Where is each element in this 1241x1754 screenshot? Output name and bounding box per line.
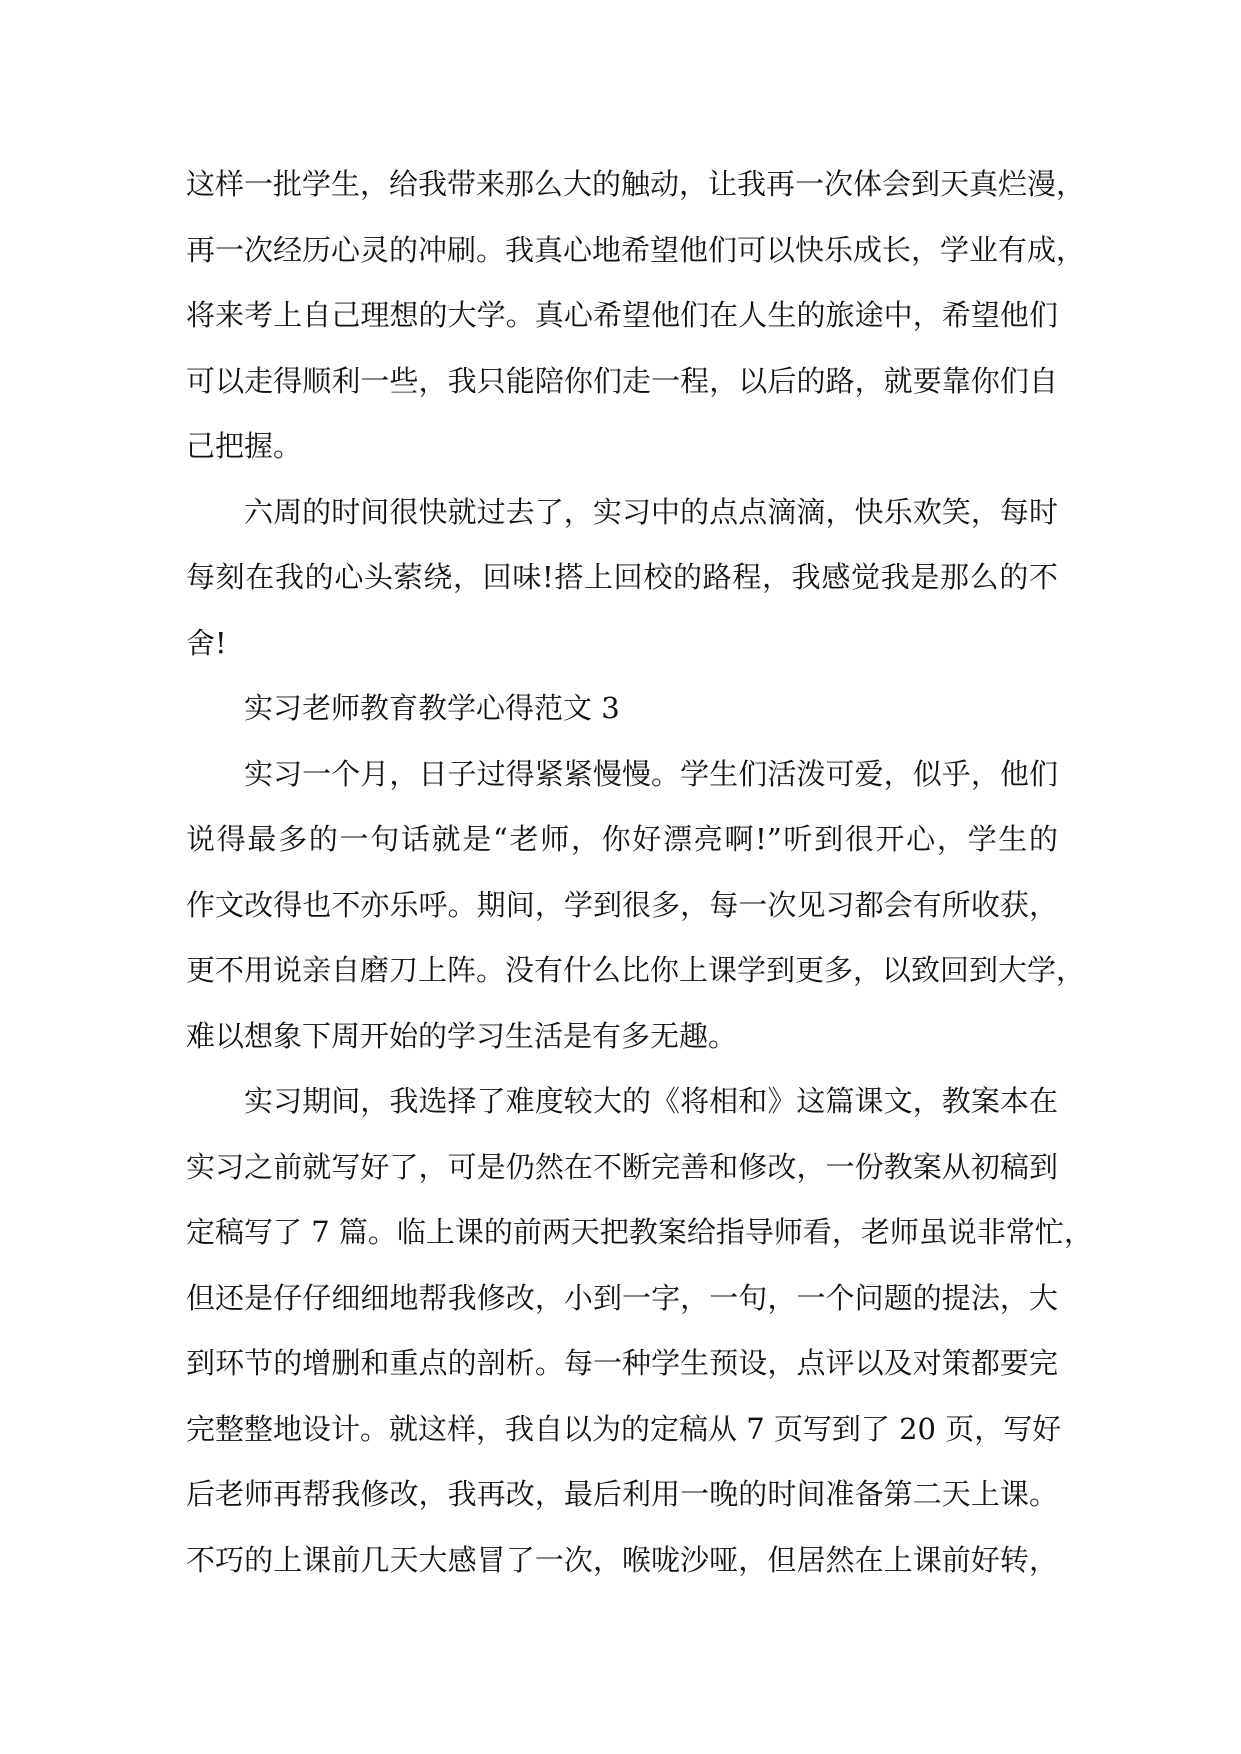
text-line: 六周的时间很快就过去了，实习中的点点滴滴，快乐欢笑，每时 (244, 494, 1058, 529)
text-line: 己把握。 (186, 429, 303, 463)
text-line: 到环节的增删和重点的剖析。每一种学生预设，点评以及对策都要完 (186, 1346, 1058, 1380)
text-line: 不巧的上课前几天大感冒了一次，喉咙沙哑，但居然在上课前好转， (186, 1542, 1058, 1577)
text-line: 实习期间，我选择了难度较大的《将相和》这篇课文，教案本在 (244, 1084, 1058, 1118)
text-line: 更不用说亲自磨刀上阵。没有什么比你上课学到更多，以致回到大学， (186, 953, 1086, 987)
text-line: 可以走得顺利一些，我只能陪你们走一程，以后的路，就要靠你们自 (186, 363, 1058, 398)
text-line: 后老师再帮我修改，我再改，最后利用一晚的时间准备第二天上课。 (186, 1477, 1058, 1511)
text-line: 再一次经历心灵的冲刷。我真心地希望他们可以快乐成长，学业有成， (186, 232, 1086, 267)
text-line: 完整整地设计。就这样，我自以为的定稿从 7 页写到了 20 页，写好 (186, 1411, 1062, 1446)
text-line: 这样一批学生，给我带来那么大的触动，让我再一次体会到天真烂漫， (186, 167, 1086, 201)
text-line: 说得最多的一句话就是“老师，你好漂亮啊!”听到很开心，学生的 (186, 822, 1058, 856)
text-line: 将来考上自己理想的大学。真心希望他们在人生的旅途中，希望他们 (186, 298, 1058, 332)
text-line: 但还是仔仔细细地帮我修改，小到一字，一句，一个问题的提法，大 (186, 1280, 1058, 1315)
text-line: 作文改得也不亦乐呼。期间，学到很多，每一次见习都会有所收获， (186, 887, 1058, 922)
text-line: 实习之前就写好了，可是仍然在不断完善和修改，一份教案从初稿到 (186, 1149, 1058, 1184)
section-heading: 实习老师教育教学心得范文 3 (244, 691, 620, 725)
text-line: 实习一个月，日子过得紧紧慢慢。学生们活泼可爱，似乎，他们 (244, 756, 1058, 791)
text-line: 舍! (186, 625, 227, 660)
text-line: 难以想象下周开始的学习生活是有多无趣。 (186, 1018, 738, 1053)
document-body (186, 152, 1093, 1593)
text-line: 每刻在我的心头萦绕，回味!搭上回校的路程，我感觉我是那么的不 (186, 560, 1058, 594)
text-line: 定稿写了 7 篇。临上课的前两天把教案给指导师看，老师虽说非常忙， (186, 1215, 1093, 1249)
